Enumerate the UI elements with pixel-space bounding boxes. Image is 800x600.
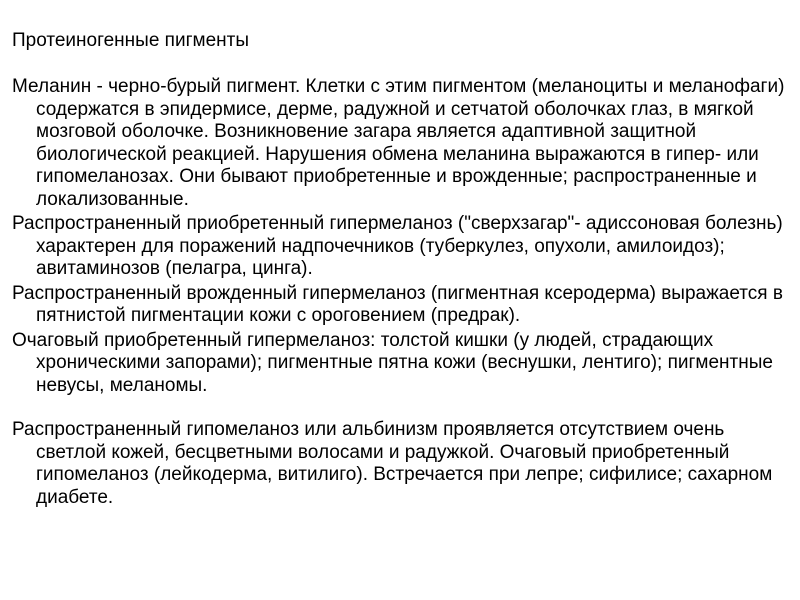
paragraph-hypomelanosis: Распространенный гипомеланоз или альбинизм проявляется отсутствием очень светлой кожей, бесцветными волосами и радужкой. Очаговый приобретенный гипомеланоз (лейкодерма, витилиго). Встречается при лепре; сифилисе; сахарном диабете. xyxy=(12,419,773,508)
slide-content xyxy=(12,76,792,511)
paragraph-focal-hypermelanosis: Очаговый приобретенный гипермеланоз: толстой кишки (у людей, страдающих хроническими запорами); пигментные пятна кожи (веснушки, лентиго); пигментные невусы, меланомы. xyxy=(12,329,773,396)
paragraph-congenital-hypermelanosis: Распространенный врожденный гипермеланоз (пигментная ксеродерма) выражается в пятнистой пигментации кожи с ороговением (предрак). xyxy=(12,282,783,326)
paragraph-acquired-hypermelanosis: Распространенный приобретенный гипермеланоз ("сверхзагар"- адиссоновая болезнь) характерен для поражений надпочечников (туберкулез, опухоли, амилоидоз); авитаминозов (пелагра, цинга). xyxy=(12,213,783,279)
slide-heading: Протеиногенные пигменты xyxy=(12,30,249,51)
paragraph-melanin: Меланин - черно-бурый пигмент. Клетки с этим пигментом (меланоциты и меланофаги) содержатся в эпидермисе, дерме, радужной и сетчатой оболочках глаз, в мягкой мозговой оболочке. Возникновение загара является адаптивной защитной биологической реакцией. Нарушения обмена меланина выражаются в гипер- или гипомеланозах. Они бывают приобретенные и врожденные; распространенные и локализованные. xyxy=(12,76,785,210)
